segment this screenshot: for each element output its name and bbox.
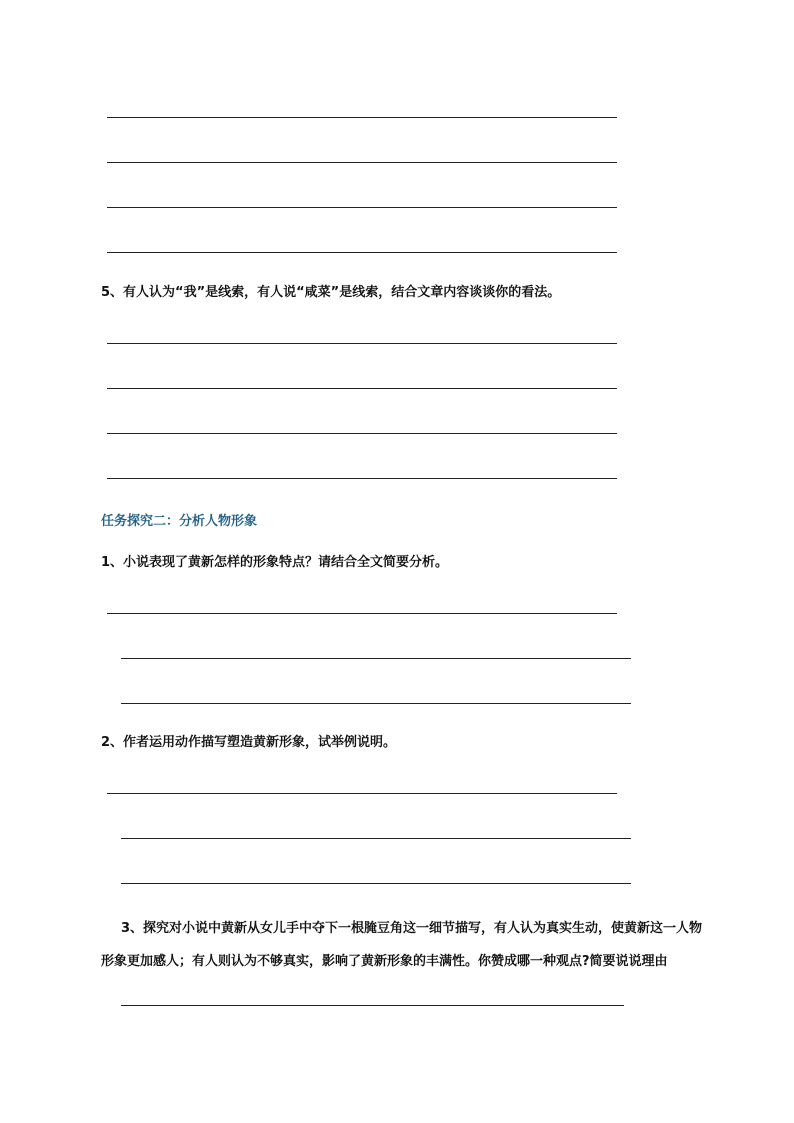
question-3-line-2: 形象更加感人；有人则认为不够真实，影响了黄新形象的丰满性。你赞成哪一种观点?简要说说理由 — [101, 954, 668, 969]
answer-line[interactable] — [107, 613, 617, 614]
answer-line[interactable] — [107, 478, 617, 479]
question-2: 2、作者运用动作描写塑造黄新形象，试举例说明。 — [101, 735, 397, 750]
answer-line[interactable] — [107, 252, 617, 253]
answer-line[interactable] — [121, 658, 631, 659]
answer-line[interactable] — [121, 703, 631, 704]
answer-line[interactable] — [107, 117, 617, 118]
question-5: 5、有人认为“我”是线索，有人说“咸菜”是线索，结合文章内容谈谈你的看法。 — [101, 285, 561, 300]
question-1: 1、小说表现了黄新怎样的形象特点？请结合全文简要分析。 — [101, 555, 449, 570]
answer-line[interactable] — [107, 207, 617, 208]
answer-line[interactable] — [121, 1005, 624, 1006]
answer-line[interactable] — [121, 838, 631, 839]
answer-line[interactable] — [107, 388, 617, 389]
answer-line[interactable] — [107, 433, 617, 434]
question-3-line-1: 3、探究对小说中黄新从女儿手中夺下一根腌豆角这一细节描写，有人认为真实生动，使黄新这一人物 — [121, 921, 703, 936]
question-3 — [101, 912, 726, 978]
answer-line[interactable] — [107, 343, 617, 344]
answer-line[interactable] — [121, 883, 631, 884]
answer-line[interactable] — [107, 793, 617, 794]
section-heading: 任务探究二：分析人物形象 — [101, 514, 258, 529]
answer-line[interactable] — [107, 162, 617, 163]
